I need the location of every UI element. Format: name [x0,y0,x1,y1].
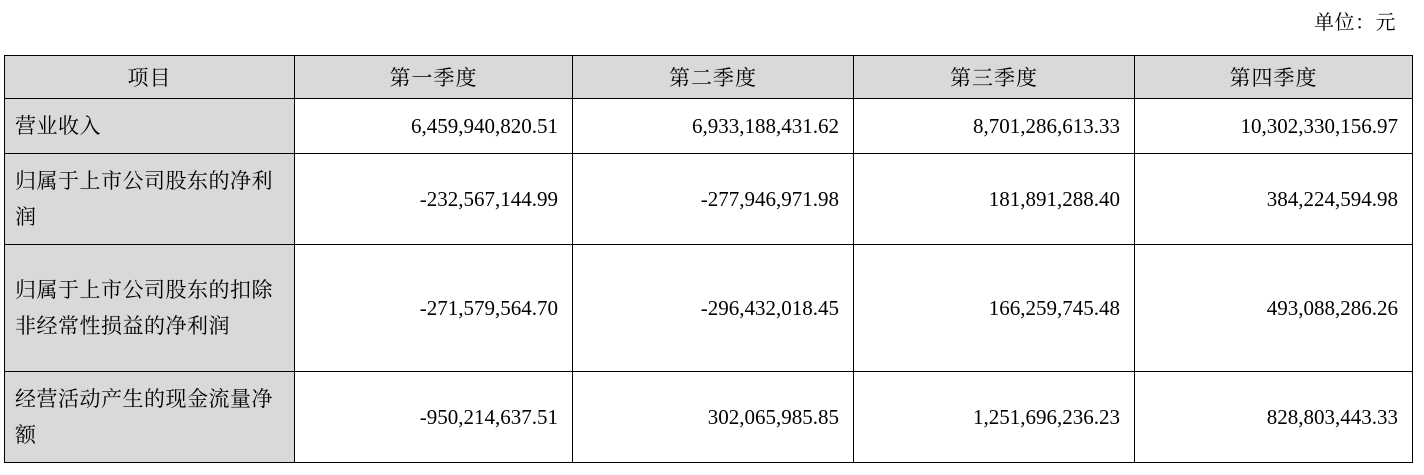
row-label-net-profit-excl-nonrecurring: 归属于上市公司股东的扣除非经常性损益的净利润 [5,245,295,372]
unit-note: 单位：元 [1314,12,1396,34]
cell-operating-cash-flow-q2: 302,065,985.85 [573,372,854,463]
cell-net-profit-excl-q1: -271,579,564.70 [295,245,573,372]
column-header-q3: 第三季度 [854,56,1135,99]
cell-revenue-q1: 6,459,940,820.51 [295,99,573,154]
cell-net-profit-q2: -277,946,971.98 [573,154,854,245]
row-label-operating-cash-flow: 经营活动产生的现金流量净额 [5,372,295,463]
cell-net-profit-q4: 384,224,594.98 [1135,154,1413,245]
column-header-item: 项目 [5,56,295,99]
row-label-net-profit: 归属于上市公司股东的净利润 [5,154,295,245]
cell-net-profit-excl-q3: 166,259,745.48 [854,245,1135,372]
cell-net-profit-excl-q2: -296,432,018.45 [573,245,854,372]
cell-net-profit-q3: 181,891,288.40 [854,154,1135,245]
cell-net-profit-excl-q4: 493,088,286.26 [1135,245,1413,372]
cell-operating-cash-flow-q4: 828,803,443.33 [1135,372,1413,463]
cell-revenue-q2: 6,933,188,431.62 [573,99,854,154]
table-header-row [5,56,1413,99]
column-header-q2: 第二季度 [573,56,854,99]
quarterly-financial-table [4,55,1413,463]
table-row [5,372,1413,463]
cell-revenue-q3: 8,701,286,613.33 [854,99,1135,154]
column-header-q4: 第四季度 [1135,56,1413,99]
cell-revenue-q4: 10,302,330,156.97 [1135,99,1413,154]
cell-operating-cash-flow-q3: 1,251,696,236.23 [854,372,1135,463]
table-row [5,154,1413,245]
row-label-revenue: 营业收入 [5,99,295,154]
column-header-q1: 第一季度 [295,56,573,99]
cell-operating-cash-flow-q1: -950,214,637.51 [295,372,573,463]
cell-net-profit-q1: -232,567,144.99 [295,154,573,245]
table-row [5,245,1413,372]
table-row [5,99,1413,154]
